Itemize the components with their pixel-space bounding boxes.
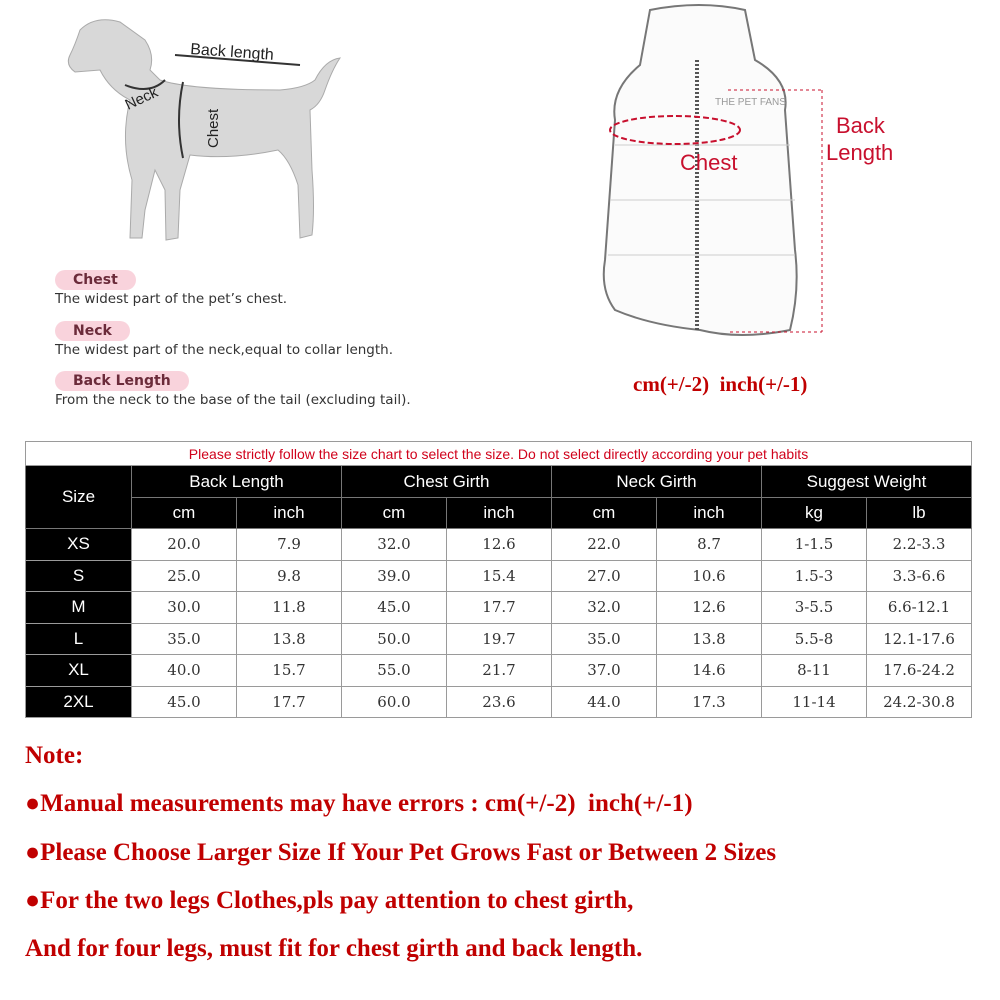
dog-measurement-diagram xyxy=(50,10,360,260)
value-cell: 45.0 xyxy=(342,592,447,624)
vest-logo: THE PET FANS xyxy=(715,97,786,108)
value-cell: 14.6 xyxy=(657,655,762,687)
size-cell: L xyxy=(26,623,132,655)
value-cell: 32.0 xyxy=(552,592,657,624)
value-cell: 17.3 xyxy=(657,686,762,718)
value-cell: 45.0 xyxy=(132,686,237,718)
value-cell: 7.9 xyxy=(237,529,342,561)
table-row xyxy=(26,623,972,655)
definition-term-back-length: Back Length xyxy=(55,371,189,391)
group-header: Suggest Weight xyxy=(762,466,972,498)
value-cell: 24.2-30.8 xyxy=(867,686,972,718)
size-cell: XL xyxy=(26,655,132,687)
value-cell: 44.0 xyxy=(552,686,657,718)
value-cell: 11-14 xyxy=(762,686,867,718)
table-row xyxy=(26,592,972,624)
size-chart-table xyxy=(25,441,972,718)
size-header: Size xyxy=(26,466,132,529)
value-cell: 50.0 xyxy=(342,623,447,655)
value-cell: 3.3-6.6 xyxy=(867,560,972,592)
group-header: Back Length xyxy=(132,466,342,498)
value-cell: 23.6 xyxy=(447,686,552,718)
value-cell: 3-5.5 xyxy=(762,592,867,624)
table-row xyxy=(26,655,972,687)
unit-header: inch xyxy=(237,498,342,529)
vest-measurement-diagram xyxy=(590,0,920,345)
value-cell: 9.8 xyxy=(237,560,342,592)
unit-header: cm xyxy=(132,498,237,529)
table-row xyxy=(26,560,972,592)
dog-label-back-length: Back length xyxy=(189,41,275,64)
value-cell: 40.0 xyxy=(132,655,237,687)
definition-text-chest: The widest part of the pet’s chest. xyxy=(55,291,288,307)
value-cell: 55.0 xyxy=(342,655,447,687)
value-cell: 20.0 xyxy=(132,529,237,561)
value-cell: 30.0 xyxy=(132,592,237,624)
value-cell: 8-11 xyxy=(762,655,867,687)
note-line: ●For the two legs Clothes,pls pay attention to chest girth, xyxy=(25,887,634,914)
value-cell: 5.5-8 xyxy=(762,623,867,655)
size-cell: XS xyxy=(26,529,132,561)
unit-header: cm xyxy=(552,498,657,529)
vest-label-length: Length xyxy=(826,140,894,165)
unit-header: inch xyxy=(657,498,762,529)
value-cell: 32.0 xyxy=(342,529,447,561)
group-header: Neck Girth xyxy=(552,466,762,498)
value-cell: 8.7 xyxy=(657,529,762,561)
value-cell: 12.6 xyxy=(447,529,552,561)
note-line: ●Manual measurements may have errors : cm(+/-2) inch(+/-1) xyxy=(25,790,693,817)
vest-label-chest: Chest xyxy=(680,150,738,175)
value-cell: 37.0 xyxy=(552,655,657,687)
note-heading: Note: xyxy=(25,742,84,769)
value-cell: 13.8 xyxy=(657,623,762,655)
definition-term-chest: Chest xyxy=(55,270,136,290)
table-row xyxy=(26,686,972,718)
unit-header: kg xyxy=(762,498,867,529)
value-cell: 27.0 xyxy=(552,560,657,592)
value-cell: 2.2-3.3 xyxy=(867,529,972,561)
value-cell: 35.0 xyxy=(132,623,237,655)
size-chart-notice: Please strictly follow the size chart to select the size. Do not select directly according your pet habits xyxy=(26,442,972,466)
value-cell: 21.7 xyxy=(447,655,552,687)
value-cell: 12.6 xyxy=(657,592,762,624)
value-cell: 22.0 xyxy=(552,529,657,561)
note-line: And for four legs, must fit for chest girth and back length. xyxy=(25,935,643,962)
value-cell: 25.0 xyxy=(132,560,237,592)
size-cell: M xyxy=(26,592,132,624)
value-cell: 6.6-12.1 xyxy=(867,592,972,624)
group-header: Chest Girth xyxy=(342,466,552,498)
value-cell: 1-1.5 xyxy=(762,529,867,561)
size-cell: 2XL xyxy=(26,686,132,718)
value-cell: 15.7 xyxy=(237,655,342,687)
size-cell: S xyxy=(26,560,132,592)
value-cell: 19.7 xyxy=(447,623,552,655)
tolerance-text: cm(+/-2) inch(+/-1) xyxy=(633,372,808,396)
definition-text-neck: The widest part of the neck,equal to collar length. xyxy=(55,342,394,358)
value-cell: 17.6-24.2 xyxy=(867,655,972,687)
value-cell: 10.6 xyxy=(657,560,762,592)
unit-header: lb xyxy=(867,498,972,529)
value-cell: 17.7 xyxy=(237,686,342,718)
vest-label-back: Back xyxy=(836,113,885,138)
value-cell: 35.0 xyxy=(552,623,657,655)
table-row xyxy=(26,529,972,561)
value-cell: 13.8 xyxy=(237,623,342,655)
note-line: ●Please Choose Larger Size If Your Pet Grows Fast or Between 2 Sizes xyxy=(25,839,777,866)
value-cell: 17.7 xyxy=(447,592,552,624)
value-cell: 15.4 xyxy=(447,560,552,592)
unit-header: inch xyxy=(447,498,552,529)
dog-label-chest: Chest xyxy=(205,108,222,148)
value-cell: 1.5-3 xyxy=(762,560,867,592)
value-cell: 60.0 xyxy=(342,686,447,718)
value-cell: 39.0 xyxy=(342,560,447,592)
definition-term-neck: Neck xyxy=(55,321,130,341)
value-cell: 11.8 xyxy=(237,592,342,624)
dog-label-neck: Neck xyxy=(122,83,161,114)
value-cell: 12.1-17.6 xyxy=(867,623,972,655)
definition-text-back-length: From the neck to the base of the tail (excluding tail). xyxy=(55,392,411,408)
unit-header: cm xyxy=(342,498,447,529)
